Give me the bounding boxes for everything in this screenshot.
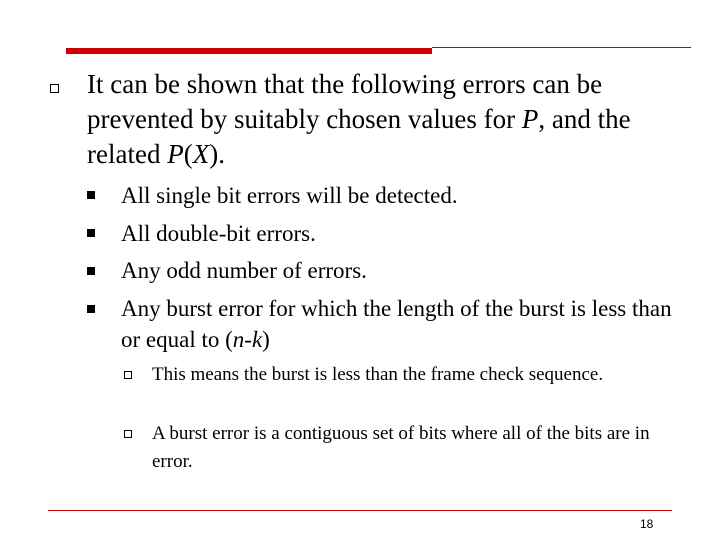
sub-bullet-text: All double-bit errors. <box>121 221 316 246</box>
filled-square-bullet-icon <box>87 267 95 275</box>
title-accent-line <box>432 47 691 48</box>
filled-square-bullet-icon <box>87 305 95 313</box>
subsub-bullet-text: A burst error is a contiguous set of bits where all of the bits are in error. <box>152 423 650 472</box>
filled-square-bullet-icon <box>87 191 95 199</box>
hollow-square-bullet-icon <box>50 84 59 93</box>
sub-bullet-text: Any burst error for which the length of the burst is less than or equal to (n-k) <box>121 296 672 352</box>
hollow-square-bullet-icon <box>124 430 132 438</box>
main-bullet-text: It can be shown that the following errors can be prevented by suitably chosen values for P, and the related P(X). <box>87 69 631 169</box>
footer-rule <box>48 510 672 511</box>
sub-bullet-text: All single bit errors will be detected. <box>121 183 458 208</box>
subsub-bullet-text: This means the burst is less than the frame check sequence. <box>152 364 604 385</box>
filled-square-bullet-icon <box>87 229 95 237</box>
hollow-square-bullet-icon <box>124 371 132 379</box>
title-accent-bar <box>66 48 432 54</box>
page-number: 18 <box>640 517 654 531</box>
sub-bullet-text: Any odd number of errors. <box>121 258 367 283</box>
